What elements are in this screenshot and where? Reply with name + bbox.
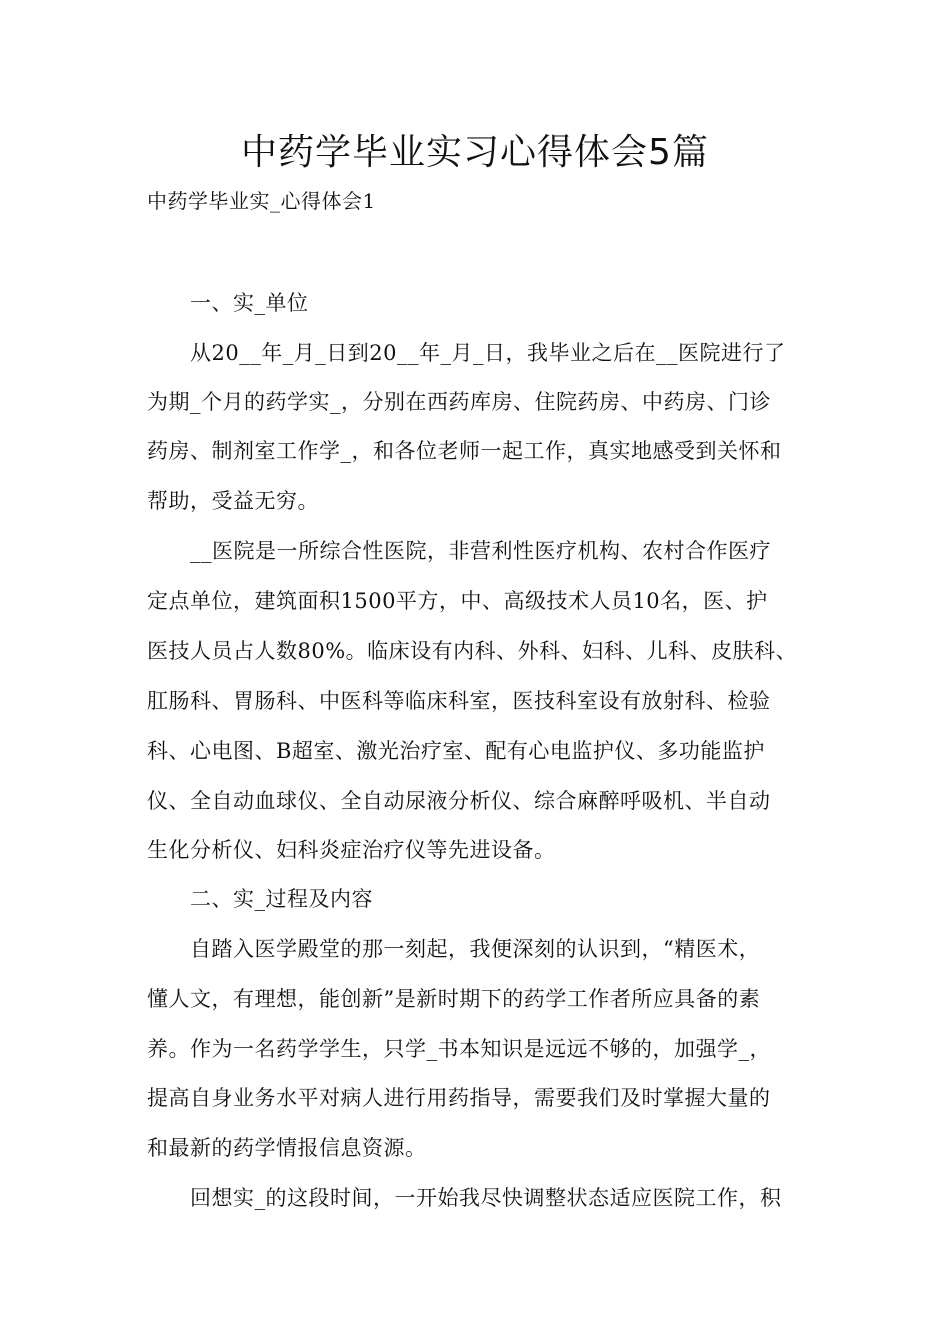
paragraph-line: 科、心电图、B超室、激光治疗室、配有心电监护仪、多功能监护 xyxy=(147,739,765,763)
paragraph-line: 定点单位，建筑面积1500平方，中、高级技术人员10名，医、护 xyxy=(147,589,768,613)
paragraph-line: 回想实_的这段时间，一开始我尽快调整状态适应医院工作，积 xyxy=(190,1186,782,1210)
paragraph-line: 为期_个月的药学实_，分别在西药库房、住院药房、中药房、门诊 xyxy=(147,390,771,414)
paragraph-line: __医院是一所综合性医院，非营利性医疗机构、农村合作医疗 xyxy=(190,539,771,563)
section-heading-2: 二、实_过程及内容 xyxy=(190,887,373,911)
document-title: 中药学毕业实习心得体会5篇 xyxy=(241,132,709,173)
section-heading-1: 一、实_单位 xyxy=(190,291,309,315)
paragraph-line: 提高自身业务水平对病人进行用药指导，需要我们及时掌握大量的 xyxy=(147,1086,771,1110)
paragraph-line: 和最新的药学情报信息资源。 xyxy=(147,1136,427,1160)
paragraph-line: 肛肠科、胃肠科、中医科等临床科室，医技科室设有放射科、检验 xyxy=(147,689,771,713)
document-subtitle: 中药学毕业实_心得体会1 xyxy=(147,189,376,213)
paragraph-line: 医技人员占人数80%。临床设有内科、外科、妇科、儿科、皮肤科、 xyxy=(147,639,798,663)
paragraph-line: 生化分析仪、妇科炎症治疗仪等先进设备。 xyxy=(147,838,556,862)
paragraph-line: 帮助，受益无穷。 xyxy=(147,489,319,513)
paragraph-line: 从20__年_月_日到20__年_月_日，我毕业之后在__医院进行了 xyxy=(190,341,786,365)
paragraph-line: 自踏入医学殿堂的那一刻起，我便深刻的认识到，“精医术， xyxy=(190,937,761,961)
paragraph-line: 懂人文，有理想，能创新”是新时期下的药学工作者所应具备的素 xyxy=(147,987,761,1011)
paragraph-line: 药房、制剂室工作学_，和各位老师一起工作，真实地感受到关怀和 xyxy=(147,439,782,463)
paragraph-line: 养。作为一名药学学生，只学_书本知识是远远不够的，加强学_， xyxy=(147,1037,771,1061)
paragraph-line: 仪、全自动血球仪、全自动尿液分析仪、综合麻醉呼吸机、半自动 xyxy=(147,789,771,813)
